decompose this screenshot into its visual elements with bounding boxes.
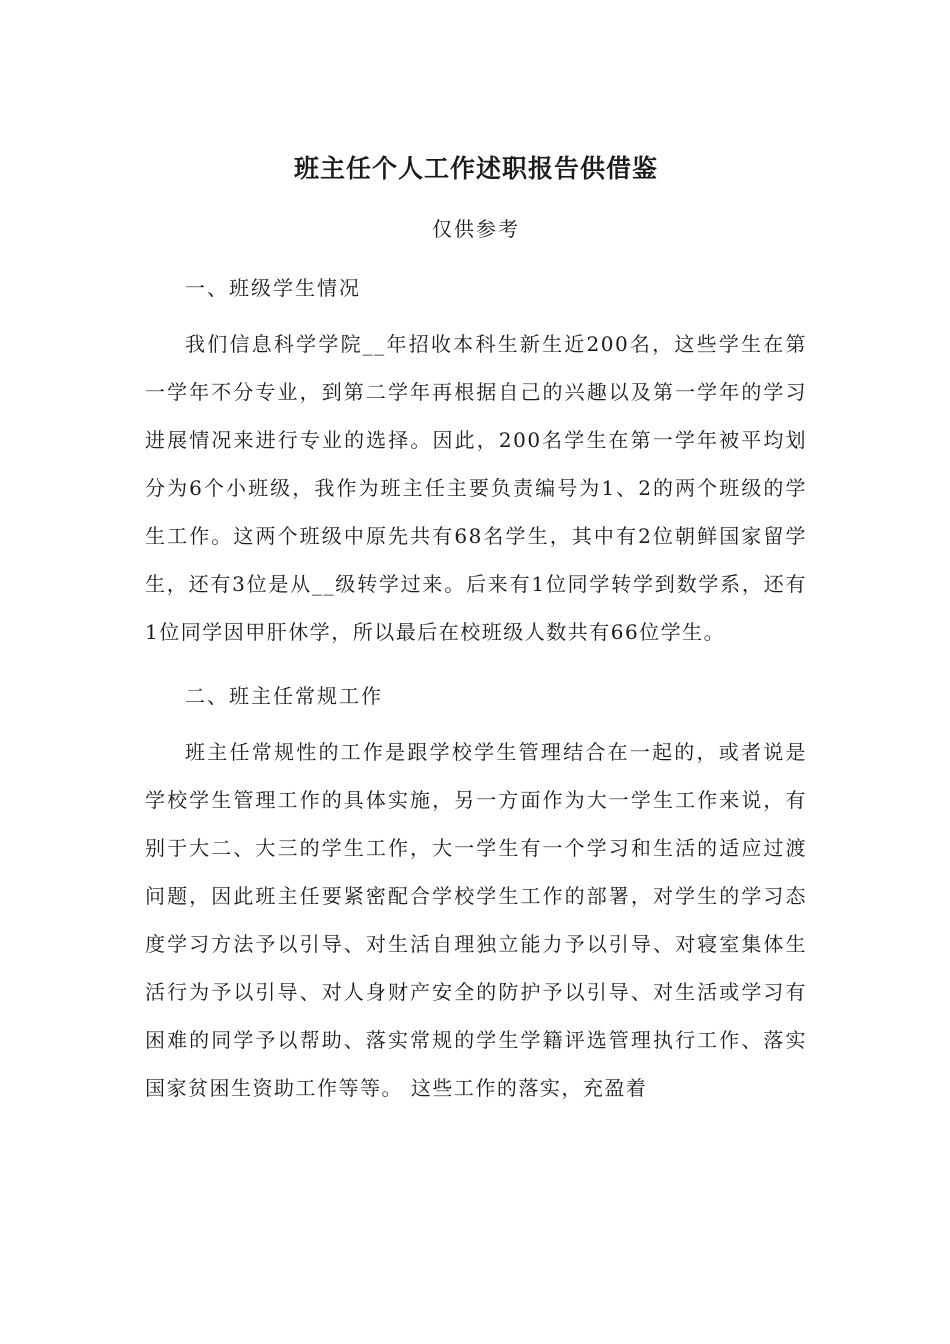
document-subtitle: 仅供参考	[432, 217, 520, 241]
paragraph-routine-work: 班主任常规性的工作是跟学校学生管理结合在一起的，或者说是学校学生管理工作的具体实施，另一方面作为大一学生工作来说，有别于大二、大三的学生工作，大一学生有一个学习和生活的适应过渡问题，因此班主任要紧密配合学校学生工作的部署，对学生的学习态度学习方法予以引导、对生活自理独立能力予以引导、对寝室集体生活行为予以引导、对人身财产安全的防护予以引导、对生活或学习有困难的同学予以帮助、落实常规的学生学籍评选管理执行工作、落实国家贫困生资助工作等等。 这些工作的落实，充盈着	[145, 740, 807, 1100]
section-heading-class-students: 一、班级学生情况	[185, 276, 361, 300]
paragraph-class-students: 我们信息科学学院__年招收本科生新生近200名，这些学生在第一学年不分专业，到第二学年再根据自己的兴趣以及第一学年的学习进展情况来进行专业的选择。因此，200名学生在第一学年被平均划分为6个小班级，我作为班主任主要负责编号为1、2的两个班级的学生工作。这两个班级中原先共有68名学生，其中有2位朝鲜国家留学生，还有3位是从__级转学过来。后来有1位同学转学到数学系，还有1位同学因甲肝休学，所以最后在校班级人数共有66位学生。	[145, 332, 807, 644]
section-heading-routine-work: 二、班主任常规工作	[185, 684, 383, 708]
document-page	[145, 140, 807, 1112]
document-title: 班主任个人工作述职报告供借鉴	[293, 154, 658, 183]
